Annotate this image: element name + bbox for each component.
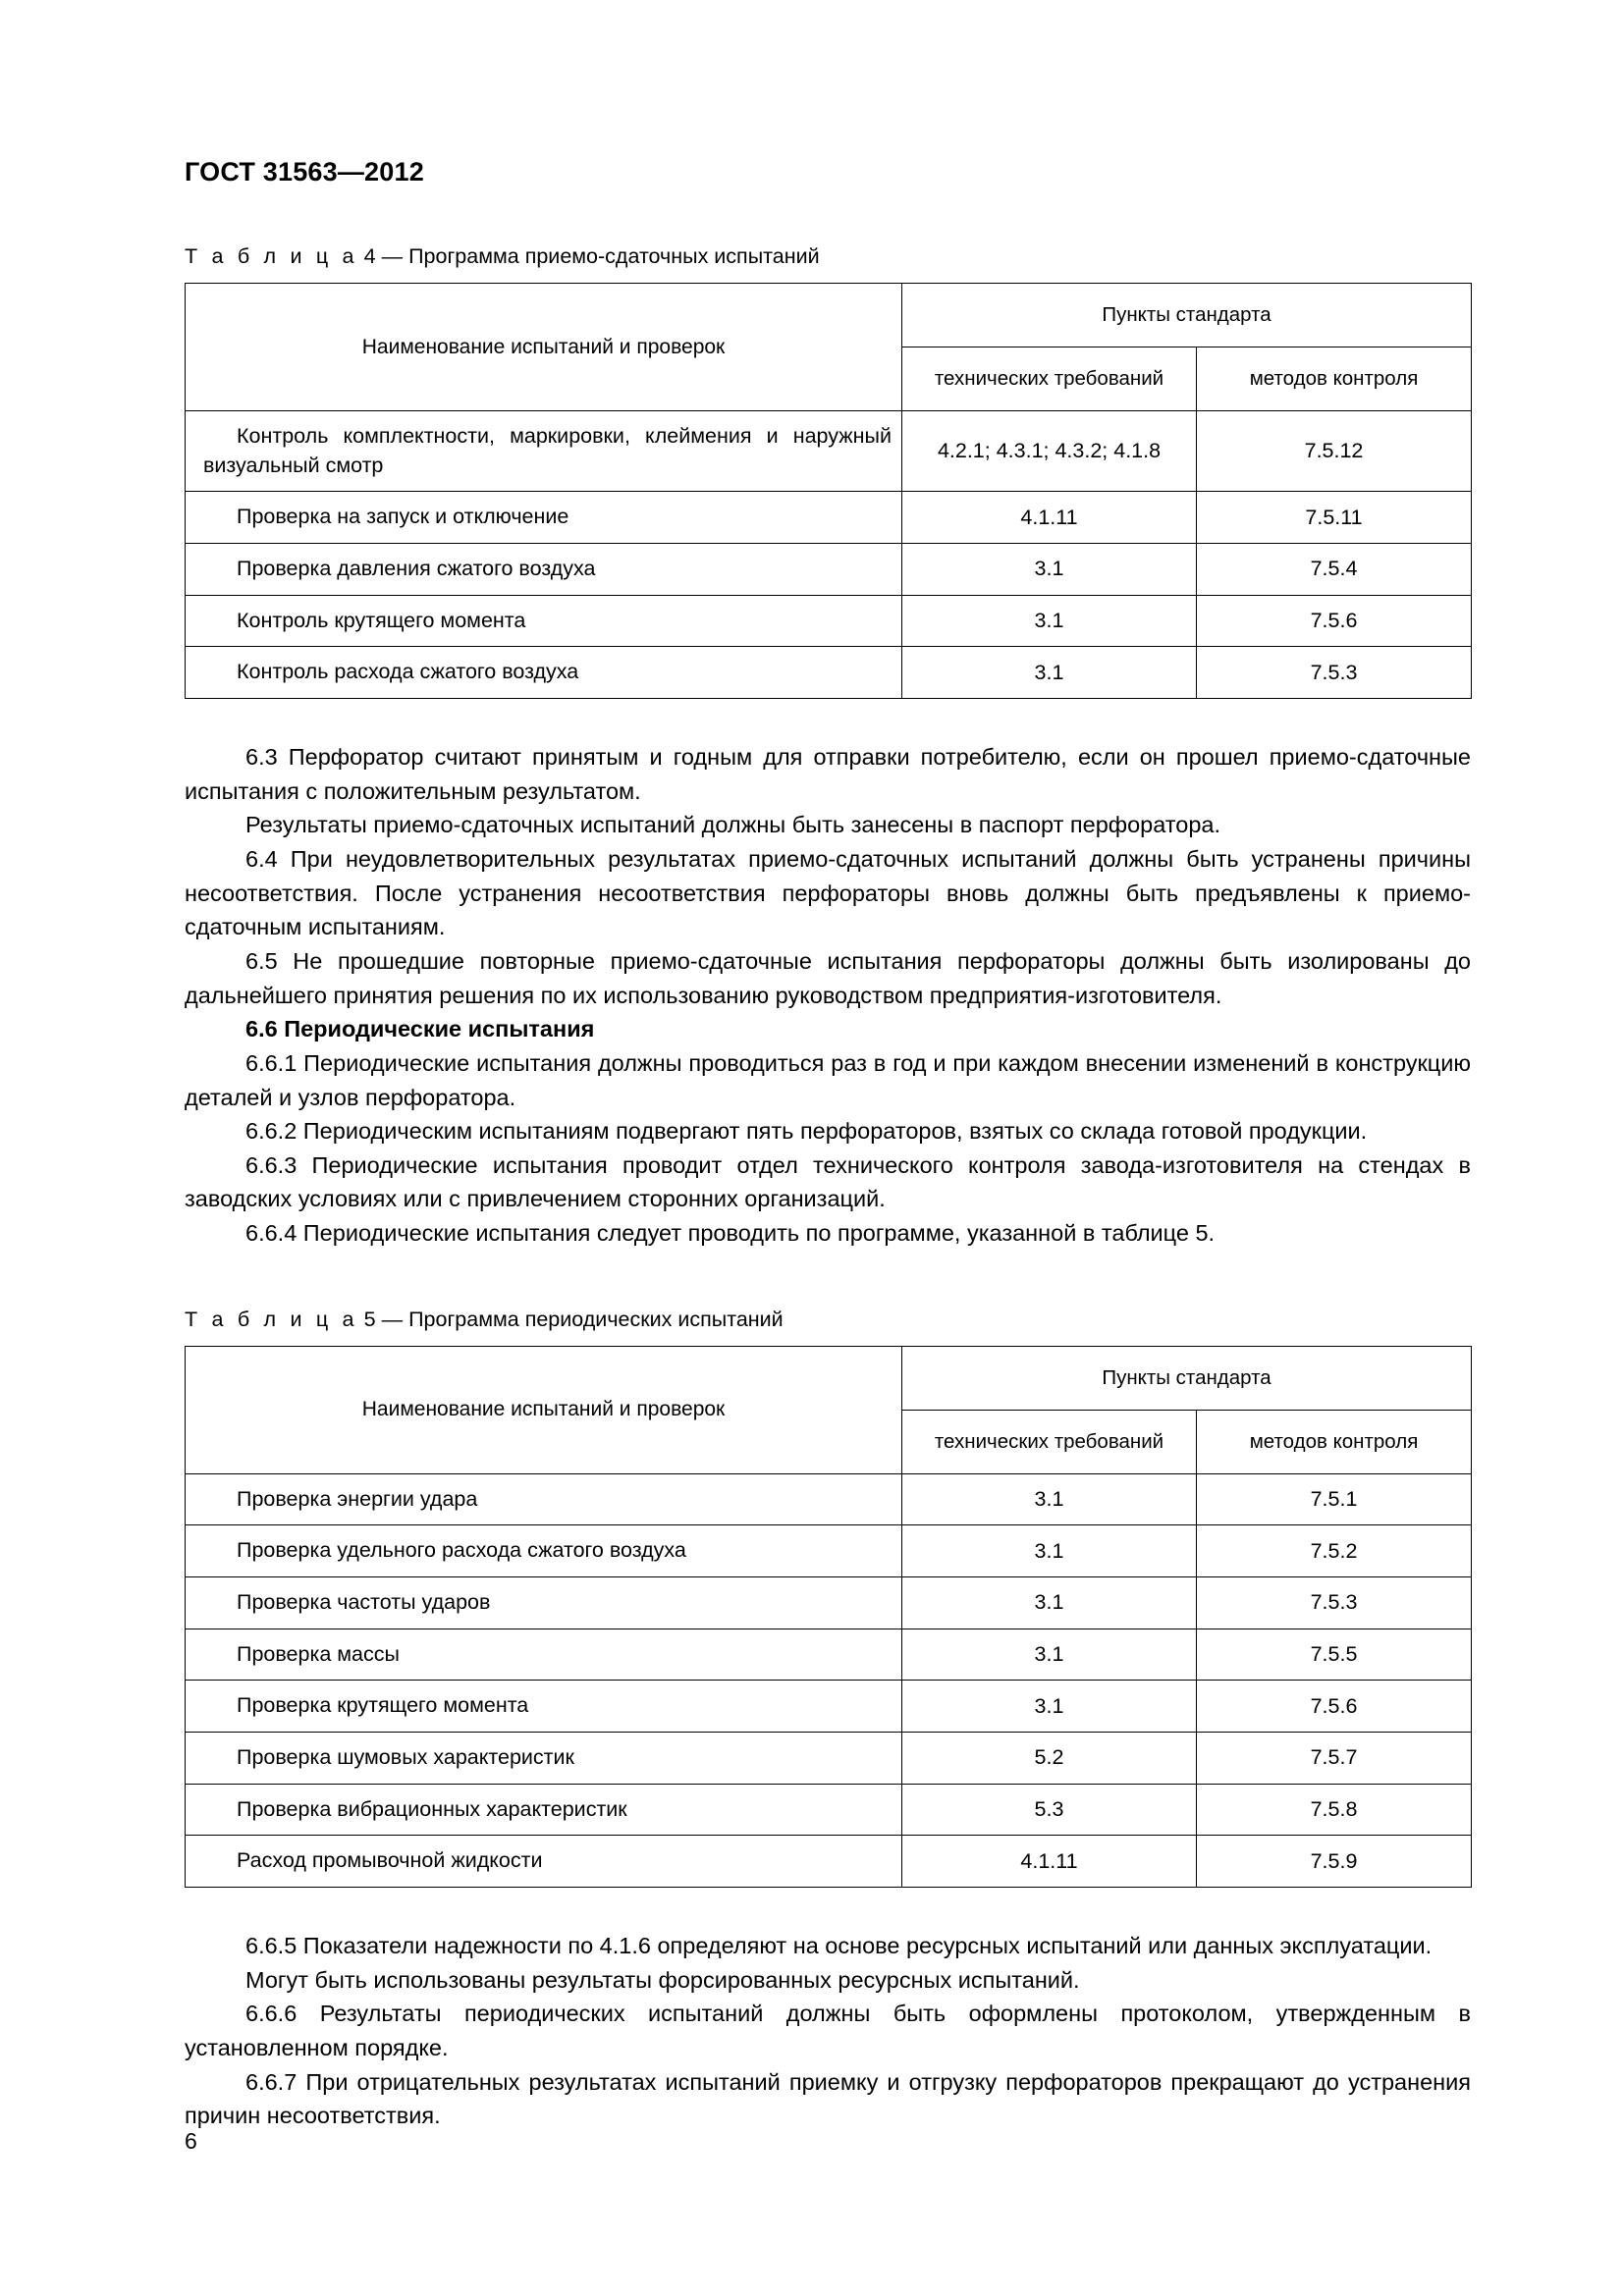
table-4-col-header-tech: технических требований (902, 347, 1197, 411)
table-5-cell-name: Проверка частоты ударов (186, 1577, 902, 1629)
table-row (186, 1473, 1472, 1525)
table-4-col-header-method: методов контроля (1197, 347, 1472, 411)
table-4-cell-method: 7.5.4 (1197, 543, 1472, 595)
table-4-cell-tech: 3.1 (902, 543, 1197, 595)
table-row (186, 1577, 1472, 1629)
table-4-cell-name: Контроль комплектности, маркировки, клеймения и наружный визуальный смотр (186, 411, 902, 492)
table-5-cell-method: 7.5.2 (1197, 1525, 1472, 1577)
table-5-col-header-name: Наименование испытаний и проверок (186, 1346, 902, 1473)
table-row (186, 543, 1472, 595)
table-row (186, 1733, 1472, 1785)
table-4-cell-name: Контроль крутящего момента (186, 595, 902, 647)
paragraph-6-6-3: 6.6.3 Периодические испытания проводит отдел технического контроля завода-изготовителя на стендах в заводских условиях или с привлечением сторонних организаций. (185, 1151, 1471, 1212)
paragraph-passport: Результаты приемо-сдаточных испытаний должны быть занесены в паспорт перфоратора. (245, 812, 1221, 838)
table-4-cell-tech: 4.2.1; 4.3.1; 4.3.2; 4.1.8 (902, 411, 1197, 492)
table-4-cell-name: Проверка на запуск и отключение (186, 492, 902, 544)
table-5-cell-tech: 5.3 (902, 1784, 1197, 1836)
table-5-col-header-method: методов контроля (1197, 1410, 1472, 1473)
table-5-caption-title: Программа периодических испытаний (408, 1307, 784, 1331)
standard-header: ГОСТ 31563—2012 (185, 157, 424, 187)
table-5-cell-name: Расход промывочной жидкости (186, 1836, 902, 1888)
table-5-cell-name: Проверка энергии удара (186, 1473, 902, 1525)
table-4 (185, 283, 1472, 699)
table-5-cell-tech: 3.1 (902, 1525, 1197, 1577)
table-4-cell-method: 7.5.6 (1197, 595, 1472, 647)
table-row (186, 492, 1472, 544)
paragraph-6-6-1: 6.6.1 Периодические испытания должны проводиться раз в год и при каждом внесении изменений в конструкцию деталей и узлов перфоратора. (185, 1049, 1471, 1110)
table-5 (185, 1346, 1472, 1888)
table-5-caption-number: 5 (363, 1307, 376, 1331)
paragraph-6-6-6: 6.6.6 Результаты периодических испытаний должны быть оформлены протоколом, утвержденным в установленном порядке. (185, 2001, 1471, 2060)
table-5-cell-tech: 3.1 (902, 1681, 1197, 1733)
table-5-cell-name: Проверка крутящего момента (186, 1681, 902, 1733)
table-5-cell-method: 7.5.9 (1197, 1836, 1472, 1888)
paragraph-6-6-7: 6.6.7 При отрицательных результатах испытаний приемку и отгрузку перфораторов прекращают до устранения причин несоответствия. (185, 2068, 1471, 2129)
body-block-after-table-5 (185, 1929, 1471, 2133)
table-4-cell-name: Контроль расхода сжатого воздуха (186, 647, 902, 699)
table-4-cell-name: Проверка давления сжатого воздуха (186, 543, 902, 595)
table-4-caption-label: Т а б л и ц а (185, 244, 358, 268)
table-5-cell-method: 7.5.1 (1197, 1473, 1472, 1525)
table-5-caption (185, 1308, 1471, 1332)
paragraph-6-6-5: 6.6.5 Показатели надежности по 4.1.6 определяют на основе ресурсных испытаний или данных эксплуатации. (245, 1933, 1433, 1959)
table-5-caption-label: Т а б л и ц а (185, 1307, 358, 1331)
table-5-header-row-1 (186, 1346, 1472, 1410)
table-4-cell-tech: 3.1 (902, 647, 1197, 699)
paragraph-forced-tests: Могут быть использованы результаты форсированных ресурсных испытаний. (245, 1966, 1080, 1993)
table-5-cell-name: Проверка массы (186, 1629, 902, 1681)
table-5-cell-method: 7.5.5 (1197, 1629, 1472, 1681)
table-row (186, 1784, 1472, 1836)
paragraph-6-4: 6.4 При неудовлетворительных результатах приемо-сдаточных испытаний должны быть устранены причины несоответствия. После устранения несоответствия перфораторы вновь должны быть предъявлены к приемо-сдаточным испытаниям. (185, 845, 1471, 940)
table-5-cell-tech: 4.1.11 (902, 1836, 1197, 1888)
table-5-cell-method: 7.5.8 (1197, 1784, 1472, 1836)
table-row (186, 595, 1472, 647)
table-5-cell-tech: 5.2 (902, 1733, 1197, 1785)
paragraph-6-3: 6.3 Перфоратор считают принятым и годным для отправки потребителю, если он прошел приемо-сдаточные испытания с положительным результатом. (185, 743, 1471, 804)
table-4-body (186, 411, 1472, 699)
table-5-col-header-group: Пункты стандарта (902, 1346, 1472, 1410)
table-5-caption-dash: — (381, 1307, 404, 1331)
table-4-caption-dash: — (381, 244, 404, 268)
table-4-cell-method: 7.5.11 (1197, 492, 1472, 544)
page-content (185, 0, 1471, 2133)
table-5-cell-tech: 3.1 (902, 1629, 1197, 1681)
page-number: 6 (185, 2128, 197, 2154)
table-5-head (186, 1346, 1472, 1473)
table-5-col-header-tech: технических требований (902, 1410, 1197, 1473)
table-4-head (186, 284, 1472, 411)
table-5-cell-name: Проверка удельного расхода сжатого воздуха (186, 1525, 902, 1577)
table-5-body (186, 1473, 1472, 1887)
table-row (186, 1836, 1472, 1888)
paragraph-6-6-4: 6.6.4 Периодические испытания следует проводить по программе, указанной в таблице 5. (245, 1220, 1216, 1247)
table-4-caption-number: 4 (363, 244, 376, 268)
table-4-caption (185, 244, 1471, 269)
table-row (186, 1629, 1472, 1681)
table-5-cell-name: Проверка вибрационных характеристик (186, 1784, 902, 1836)
table-4-cell-method: 7.5.12 (1197, 411, 1472, 492)
table-5-cell-method: 7.5.7 (1197, 1733, 1472, 1785)
table-4-caption-title: Программа приемо-сдаточных испытаний (408, 244, 820, 268)
paragraph-6-6-2: 6.6.2 Периодическим испытаниям подвергают пять перфораторов, взятых со склада готовой продукции. (245, 1118, 1368, 1145)
table-4-cell-tech: 3.1 (902, 595, 1197, 647)
table-row (186, 1681, 1472, 1733)
paragraph-6-5: 6.5 Не прошедшие повторные приемо-сдаточные испытания перфораторы должны быть изолированы до дальнейшего принятия решения по их использованию руководством предприятия-изготовителя. (185, 947, 1471, 1008)
table-4-cell-method: 7.5.3 (1197, 647, 1472, 699)
table-row (186, 1525, 1472, 1577)
table-4-col-header-name: Наименование испытаний и проверок (186, 284, 902, 411)
table-5-cell-tech: 3.1 (902, 1473, 1197, 1525)
table-5-cell-method: 7.5.3 (1197, 1577, 1472, 1629)
table-row (186, 411, 1472, 492)
table-4-header-row-1 (186, 284, 1472, 347)
body-block-before-table-5 (185, 740, 1471, 1251)
table-5-cell-name: Проверка шумовых характеристик (186, 1733, 902, 1785)
table-row (186, 647, 1472, 699)
table-5-cell-method: 7.5.6 (1197, 1681, 1472, 1733)
heading-6-6-periodic-tests: 6.6 Периодические испытания (245, 1016, 595, 1042)
table-5-cell-tech: 3.1 (902, 1577, 1197, 1629)
table-4-cell-tech: 4.1.11 (902, 492, 1197, 544)
table-4-col-header-group: Пункты стандарта (902, 284, 1472, 347)
